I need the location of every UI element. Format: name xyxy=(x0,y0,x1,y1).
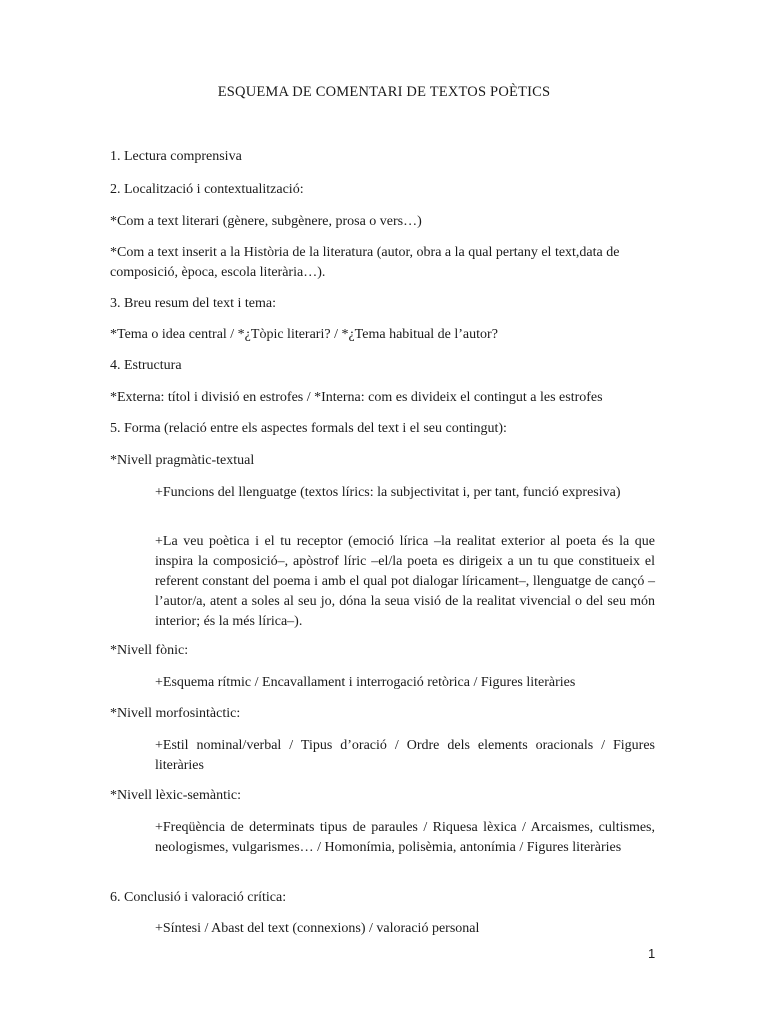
section-1-heading: 1. Lectura comprensiva xyxy=(110,149,242,164)
section-5-level-morphosyntactic: *Nivell morfosintàctic: xyxy=(110,706,241,721)
document-title: ESQUEMA DE COMENTARI DE TEXTOS POÈTICS xyxy=(217,84,551,100)
section-5-lexical-semantic-items: +Freqüència de determinats tipus de paraules / Riquesa lèxica / Arcaismes, cultismes, neologismes, vulgarismes… / Homonímia, polisèmia, antonímia / Figures literàries xyxy=(155,820,655,855)
section-5-level-phonic: *Nivell fònic: xyxy=(110,643,189,658)
section-5-pragmatic-poetic-voice: +La veu poètica i el tu receptor (emoció lírica –la realitat exterior al poeta és la que inspira la composició–, apòstrof líric –el/la poeta es dirigeix a un tu que constitueix el referent constant del poema i amb el qual pot dialogar líricament–, llenguatge de cançó –l’autor/a, atent a soles al seu jo, dóna la seua visió de la realitat vivencial o del seu món interior; és la més lírica–). xyxy=(155,534,655,629)
section-2-item-literary-history: *Com a text inserit a la Història de la literatura (autor, obra a la qual pertany el text,data de composició, època, escola literària…). xyxy=(110,245,620,280)
section-5-pragmatic-functions: +Funcions del llenguatge (textos lírics: la subjectivitat i, per tant, funció expresiva) xyxy=(155,485,621,500)
section-6-items: +Síntesi / Abast del text (connexions) / valoració personal xyxy=(155,921,480,936)
page-number: 1 xyxy=(648,946,656,961)
section-5-phonic-items: +Esquema rítmic / Encavallament i interrogació retòrica / Figures literàries xyxy=(155,675,576,690)
section-3-item-theme: *Tema o idea central / *¿Tòpic literari? / *¿Tema habitual de l’autor? xyxy=(110,327,498,342)
section-5-morphosyntactic-items: +Estil nominal/verbal / Tipus d’oració / Ordre dels elements oracionals / Figures literàries xyxy=(155,738,655,773)
section-3-heading: 3. Breu resum del text i tema: xyxy=(110,296,277,311)
section-2-item-literary-text: *Com a text literari (gènere, subgènere, prosa o vers…) xyxy=(110,214,422,229)
section-4-heading: 4. Estructura xyxy=(110,358,182,373)
section-2-heading: 2. Localització i contextualització: xyxy=(110,182,304,197)
section-5-level-pragmatic: *Nivell pragmàtic-textual xyxy=(110,453,255,468)
section-6-heading: 6. Conclusió i valoració crítica: xyxy=(110,890,287,905)
section-5-level-lexical-semantic: *Nivell lèxic-semàntic: xyxy=(110,788,242,803)
section-4-item-structure: *Externa: títol i divisió en estrofes / *Interna: com es divideix el contingut a les estrofes xyxy=(110,390,603,405)
section-5-heading: 5. Forma (relació entre els aspectes formals del text i el seu contingut): xyxy=(110,421,507,436)
